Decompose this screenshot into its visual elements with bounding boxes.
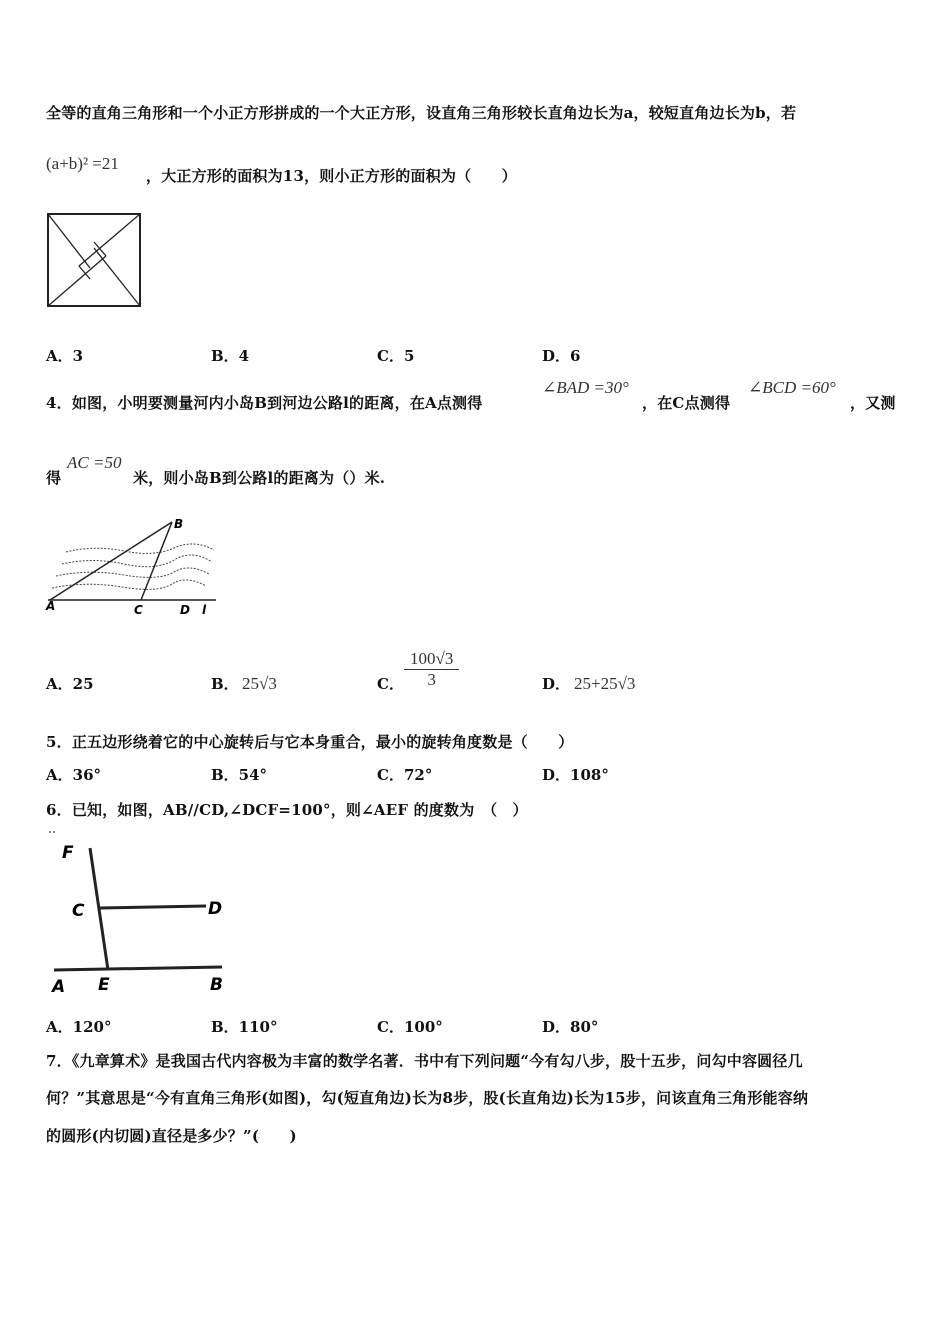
q5-option-d: D．108° bbox=[542, 766, 609, 784]
q4-text-line2b: 米，则小岛B到公路l的距离为（）米. bbox=[133, 469, 386, 487]
q4-option-b-value: 25√3 bbox=[242, 674, 277, 693]
q3-option-c: C．5 bbox=[377, 347, 415, 365]
q4-label-c: C bbox=[134, 603, 143, 617]
q5-option-b: B．54° bbox=[211, 766, 268, 784]
q6-label-c: C bbox=[72, 901, 85, 921]
q5-option-c: C．72° bbox=[377, 766, 433, 784]
q6-parallel-lines-figure bbox=[44, 826, 234, 998]
q4-option-c-fraction bbox=[404, 649, 459, 690]
q6-label-a: A bbox=[52, 977, 66, 997]
q3-formula: (a+b)² =21 bbox=[46, 154, 119, 173]
q6-label-b: B bbox=[210, 975, 223, 995]
q3-text-line2: ，大正方形的面积为13，则小正方形的面积为（ ） bbox=[146, 167, 517, 185]
q6-option-b: B．110° bbox=[211, 1018, 278, 1036]
q4-label-b: B bbox=[174, 517, 184, 531]
q3-square-figure bbox=[46, 212, 143, 309]
q4-option-d-value: 25+25√3 bbox=[574, 674, 636, 693]
q4-angle-bcd: ∠BCD =60° bbox=[748, 378, 836, 397]
q4-option-d-label: D． bbox=[542, 675, 571, 693]
q4-text-line1c: ，又测 bbox=[850, 394, 896, 412]
q6-label-e: E bbox=[98, 975, 110, 995]
q6-label-f: F bbox=[62, 843, 74, 863]
q7-text-line2: 何？”其意思是“今有直角三角形(如图)，勾(短直角边)长为8步，股(长直角边)长为15步，问该直角三角形能容纳 bbox=[46, 1089, 809, 1107]
q6-option-d: D．80° bbox=[542, 1018, 599, 1036]
q4-option-c-denominator: 3 bbox=[427, 670, 436, 689]
q4-label-a: A bbox=[46, 599, 56, 613]
q4-option-b-label: B． bbox=[211, 675, 239, 693]
q4-option-c-label: C． bbox=[377, 675, 404, 693]
q7-text-line3: 的圆形(内切圆)直径是多少？”( ) bbox=[46, 1127, 297, 1145]
q3-option-d: D．6 bbox=[542, 347, 581, 365]
q4-text-line1a: 4．如图，小明要测量河内小岛B到河边公路l的距离，在A点测得 bbox=[46, 394, 483, 412]
q6-option-a: A．120° bbox=[46, 1018, 112, 1036]
q6-text: 6．已知，如图，AB//CD,∠DCF=100°，则∠AEF 的度数为 （ ） bbox=[46, 801, 528, 819]
q5-text: 5．正五边形绕着它的中心旋转后与它本身重合，最小的旋转角度数是（ ） bbox=[46, 733, 574, 751]
q3-option-a: A．3 bbox=[46, 347, 84, 365]
q6-label-d: D bbox=[208, 899, 223, 919]
q4-ac-length: AC =50 bbox=[67, 453, 122, 472]
q4-label-d: D bbox=[180, 603, 190, 617]
q4-angle-bad: ∠BAD =30° bbox=[542, 378, 629, 397]
q4-label-l: l bbox=[202, 603, 207, 617]
q4-option-c-numerator: 100√3 bbox=[404, 649, 459, 670]
q6-option-c: C．100° bbox=[377, 1018, 443, 1036]
q3-option-b: B．4 bbox=[211, 347, 250, 365]
q5-option-a: A．36° bbox=[46, 766, 102, 784]
q7-text-line1: 7．《九章算术》是我国古代内容极为丰富的数学名著．书中有下列问题“今有勾八步，股十五步，问勾中容圆径几 bbox=[46, 1052, 803, 1070]
q4-river-figure bbox=[44, 512, 219, 620]
q4-text-line1b: ，在C点测得 bbox=[642, 394, 731, 412]
q4-text-line2a: 得 bbox=[46, 469, 62, 487]
q4-option-a: A．25 bbox=[46, 675, 94, 693]
q3-text-line1: 全等的直角三角形和一个小正方形拼成的一个大正方形，设直角三角形较长直角边长为a，较短直角边长为b，若 bbox=[46, 104, 797, 122]
